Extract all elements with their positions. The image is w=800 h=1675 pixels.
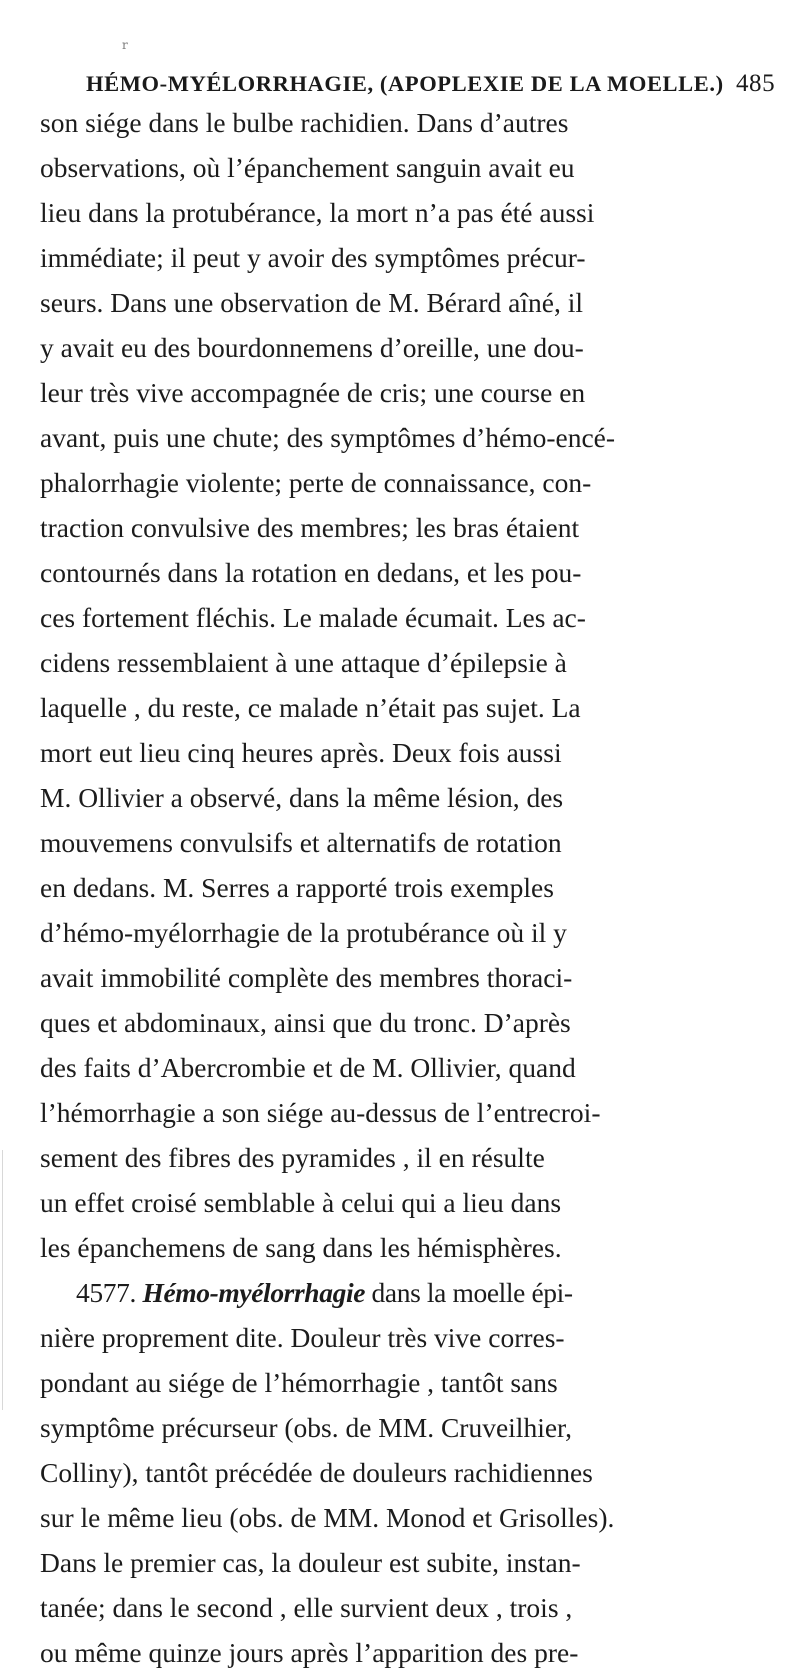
text-line: Dans le premier cas, la douleur est subite, instan-	[40, 1547, 581, 1578]
page-number: 485	[735, 70, 776, 97]
text-line: traction convulsive des membres; les bras étaient	[40, 512, 580, 543]
text-line: en dedans. M. Serres a rapporté trois exemples	[40, 872, 554, 903]
text-line: des faits d’Abercrombie et de M. Ollivier, quand	[40, 1052, 576, 1083]
text-line: l’hémorrhagie a son siége au-dessus de l’entrecroi-	[40, 1097, 601, 1128]
text-line: y avait eu des bourdonnemens d’oreille, une dou-	[40, 332, 584, 363]
body-text	[40, 100, 800, 1675]
text-line: ques et abdominaux, ainsi que du tronc. D’après	[40, 1007, 571, 1038]
text-line: seurs. Dans une observation de M. Bérard aîné, il	[40, 287, 583, 318]
running-head-title: HÉMO-MYÉLORRHAGIE, (APOPLEXIE DE LA MOELLE.)	[86, 71, 724, 96]
text-line: tanée; dans le second , elle survient deux , trois ,	[40, 1592, 573, 1623]
text-line: observations, où l’épanchement sanguin avait eu	[40, 152, 575, 183]
text-line: sement des fibres des pyramides , il en résulte	[40, 1142, 545, 1173]
text-line: Colliny), tantôt précédée de douleurs rachidiennes	[40, 1457, 593, 1488]
page-edge-line	[2, 1150, 3, 1410]
text-line: laquelle , du reste, ce malade n’était pas sujet. La	[40, 692, 581, 723]
text-line: son siége dans le bulbe rachidien. Dans d’autres	[40, 107, 569, 138]
text-line: immédiate; il peut y avoir des symptômes précur-	[40, 242, 586, 273]
text-line: nière proprement dite. Douleur très vive corres-	[40, 1322, 565, 1353]
running-head	[86, 70, 786, 98]
text-line: leur très vive accompagnée de cris; une course en	[40, 377, 586, 408]
text-line: mouvemens convulsifs et alternatifs de rotation	[40, 827, 562, 858]
text-line: avant, puis une chute; des symptômes d’hémo-encé-	[40, 422, 616, 453]
text-line: M. Ollivier a observé, dans la même lésion, des	[40, 782, 564, 813]
text-line: cidens ressemblaient à une attaque d’épilepsie à	[40, 647, 567, 678]
paragraph-4577	[40, 1270, 800, 1675]
text-line	[40, 1270, 786, 1315]
paragraph-number: 4577.	[76, 1277, 136, 1308]
text-line: mort eut lieu cinq heures après. Deux fois aussi	[40, 737, 562, 768]
text-line: ou même quinze jours après l’apparition des pre-	[40, 1637, 579, 1668]
text-line: les épanchemens de sang dans les hémisphères.	[40, 1232, 562, 1263]
text-line: contournés dans la rotation en dedans, et les pou-	[40, 557, 582, 588]
section-title: Hémo-myélorrhagie	[142, 1277, 366, 1308]
text-line: symptôme précurseur (obs. de MM. Cruveilhier,	[40, 1412, 572, 1443]
text-line: lieu dans la protubérance, la mort n’a pas été aussi	[40, 197, 595, 228]
text-line: un effet croisé semblable à celui qui a lieu dans	[40, 1187, 562, 1218]
text-line: phalorrhagie violente; perte de connaissance, con-	[40, 467, 592, 498]
paragraph-continued	[40, 100, 800, 1270]
corner-mark: r	[122, 38, 128, 52]
text-run: dans la moelle épi-	[371, 1277, 573, 1308]
text-line: ces fortement fléchis. Le malade écumait. Les ac-	[40, 602, 586, 633]
text-line: sur le même lieu (obs. de MM. Monod et Grisolles).	[40, 1502, 615, 1533]
text-line: avait immobilité complète des membres thoraci-	[40, 962, 573, 993]
text-line: pondant au siége de l’hémorrhagie , tantôt sans	[40, 1367, 558, 1398]
text-line: d’hémo-myélorrhagie de la protubérance où il y	[40, 917, 567, 948]
